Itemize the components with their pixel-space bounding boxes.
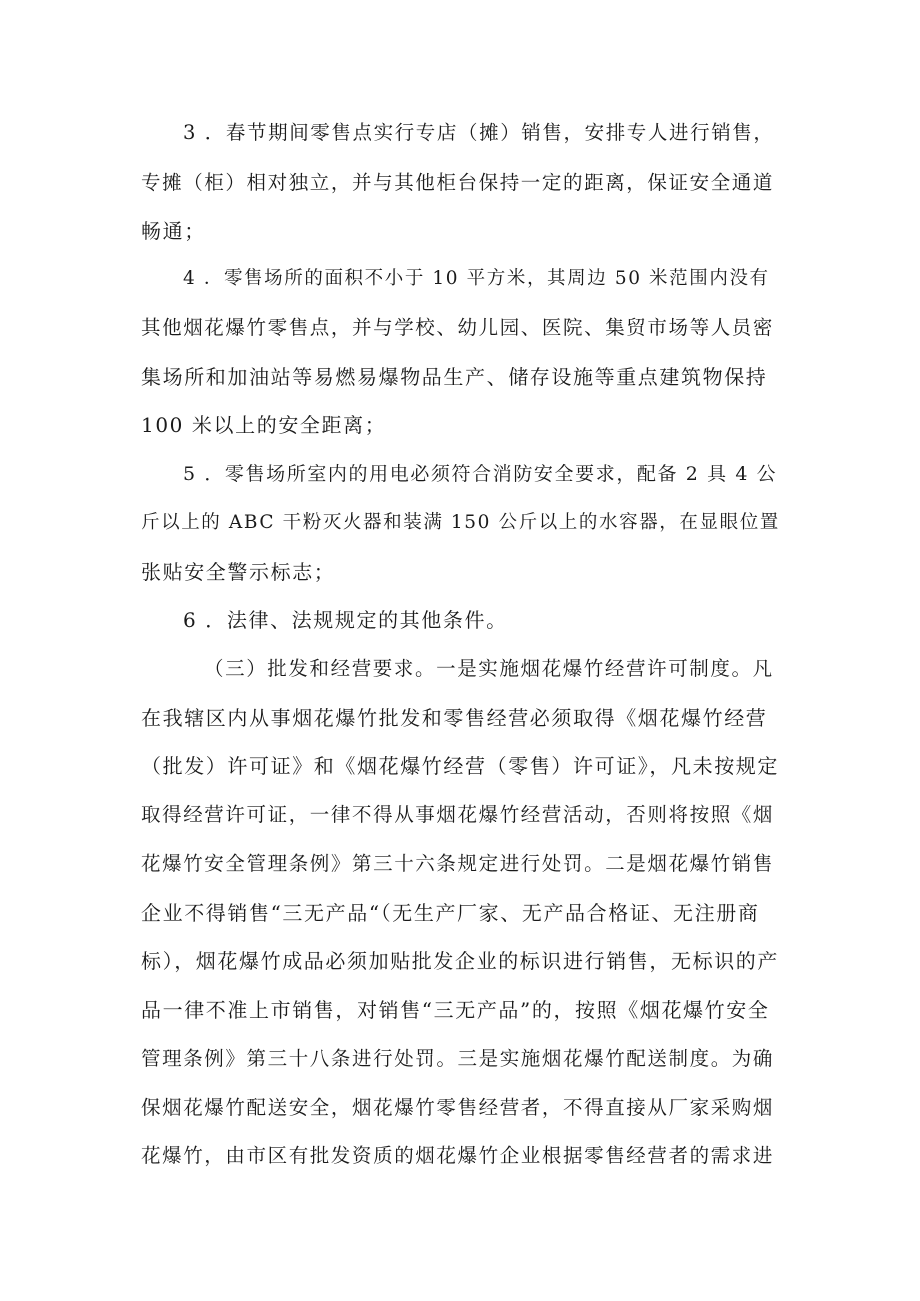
text-line: 畅通； xyxy=(141,219,206,243)
text-line: 品一律不准上市销售，对销售“三无产品”的，按照《烟花爆竹安全 xyxy=(141,998,770,1022)
text-line: 4 ．零售场所的面积不小于 10 平方米，其周边 50 米范围内没有 xyxy=(183,268,770,289)
text-line: 张贴安全警示标志； xyxy=(141,560,336,584)
text-line: 其他烟花爆竹零售点，并与学校、幼儿园、医院、集贸市场等人员密 xyxy=(141,316,775,339)
text-line: 管理条例》第三十八条进行处罚。三是实施烟花爆竹配送制度。为确 xyxy=(141,1047,775,1070)
text-line: 保烟花爆竹配送安全，烟花爆竹零售经营者，不得直接从厂家采购烟 xyxy=(141,1096,775,1119)
text-line: 100 米以上的安全距离； xyxy=(141,413,387,437)
text-line: 企业不得销售“三无产品“（无生产厂家、无产品合格证、无注册商 xyxy=(141,901,760,925)
text-line: 6 ．法律、法规规定的其他条件。 xyxy=(183,608,508,632)
text-line: 花爆竹安全管理条例》第三十六条规定进行处罚。二是烟花爆竹销售 xyxy=(141,852,775,875)
text-line: 取得经营许可证，一律不得从事烟花爆竹经营活动，否则将按照《烟 xyxy=(141,803,775,826)
text-line: 斤以上的 ABC 干粉灭火器和装满 150 公斤以上的水容器，在显眼位置 xyxy=(141,512,780,533)
text-line: 5 ．零售场所室内的用电必须符合消防安全要求，配备 2 具 4 公 xyxy=(183,463,778,485)
text-line: 在我辖区内从事烟花爆竹批发和零售经营必须取得《烟花爆竹经营 xyxy=(141,706,768,730)
text-line: 花爆竹，由市区有批发资质的烟花爆竹企业根据零售经营者的需求进 xyxy=(141,1144,775,1167)
text-line: （三）批发和经营要求。一是实施烟花爆竹经营许可制度。凡 xyxy=(204,657,774,680)
text-line: 3 ．春节期间零售点实行专店（摊）销售，安排专人进行销售， xyxy=(183,121,775,144)
text-line: （批发）许可证》和《烟花爆竹经营（零售）许可证》，凡未按规定 xyxy=(141,754,779,778)
text-line: 专摊（柜）相对独立，并与其他柜台保持一定的距离，保证安全通道 xyxy=(141,171,775,194)
text-line: 标），烟花爆竹成品必须加贴批发企业的标识进行销售，无标识的产 xyxy=(141,949,779,973)
text-line: 集场所和加油站等易燃易爆物品生产、储存设施等重点建筑物保持 xyxy=(141,365,768,389)
